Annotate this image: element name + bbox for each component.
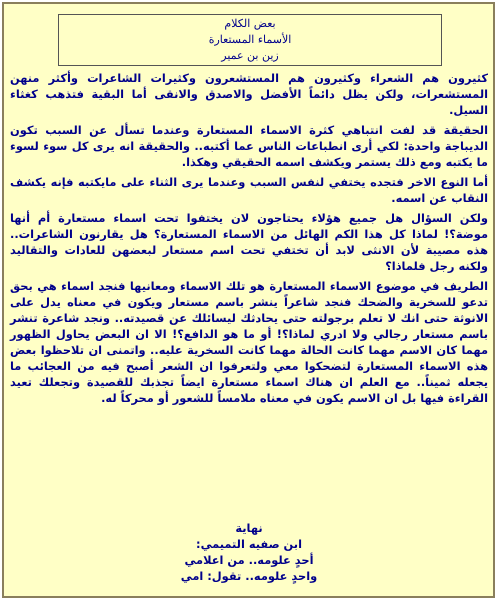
paragraph: الحقيقة قد لفت انتباهي كثرة الاسماء المستعارة وعندما تسأل عن السبب تكون الديباجة واحدة: لكي أرى انطباعات الناس عما أكتبه.. والحقيقة انه يرى كل سوء لسوء ما يكتبه ومع ذلك يستمر ويكشف اسمه الحقيقي وهكذا. bbox=[10, 123, 488, 169]
paragraph: ولكن السؤال هل جميع هؤلاء يحتاجون لان يختفوا تحت اسماء مستعارة أم أنها موضة؟! لماذا كل هذا الكم الهائل من الاسماء المستعارة؟ هل يقارنون الشاعرات.. هذه مصيبة لأن الانثى لابد أن تختفي تحت اسم مستعار لبعضهن للعادات والتقاليد ولكنه رجل فلماذا؟ bbox=[10, 211, 488, 273]
column-title: بعض الكلام bbox=[224, 17, 276, 30]
end-label: نهاية bbox=[235, 521, 263, 535]
article-frame bbox=[2, 2, 495, 598]
article-header bbox=[58, 14, 442, 66]
article-ending bbox=[10, 520, 488, 584]
paragraph: الطريف في موضوع الاسماء المستعارة هو تلك الاسماء ومعانيها فنجد اسماء هي بحق تدعو للسخرية والضحك فنجد شاعراً ينشر باسم مستعار ويكون في معناه يدل على الانوثة حتى انك لا تعلم برجولته حتى يحادثك ليسائلك عن قصيدته.. ونجد شاعرة تنشر باسم مستعار رجالي ولا ادري لماذا؟! أو ما هو الدافع؟! الا ان البعض يحاول الظهور مهما كان الاسم مهما كانت الحالة مهما كانت السخرية عليه.. واتمنى ان تلاحظوا بعض هذه الاسماء المستعارة لتضحكوا معي ولتعرفوا ان الشعر أصبح فيه من العجائب ما يجعله ثميناً.. مع العلم ان هناك اسماء مستعارة ايضاً تجذبك للقصيدة وتجعلك تعيد القراءة فيها بل ان الاسم يكون في معناه ملامساً للشعور أو محركاً له. bbox=[10, 279, 488, 405]
quote-line: واحدٍ علومه.. تقول: امي bbox=[180, 569, 318, 583]
quote-line: أحدٍ علومه.. من اعلامي bbox=[184, 553, 314, 567]
paragraph: كثيرون هم الشعراء وكثيرون هم المستشعرون وكثيرات الشاعرات وأكثر منهن المستشعرات، ولكن يظل دائماً الأفضل والاصدق والانقى أما البقية فتذهب كغثاء السيل. bbox=[10, 71, 488, 117]
author-name: زين بن عمير bbox=[221, 49, 279, 62]
article-title: الأسماء المستعارة bbox=[208, 33, 292, 46]
paragraph: أما النوع الاخر فتجده يختفي لنفس السبب وعندما يرى الثناء على مايكتبه فإنه يكشف النقاب عن اسمه. bbox=[10, 175, 488, 205]
article-body bbox=[10, 70, 488, 410]
quote-author: ابن صفيه التميمي: bbox=[196, 537, 302, 551]
